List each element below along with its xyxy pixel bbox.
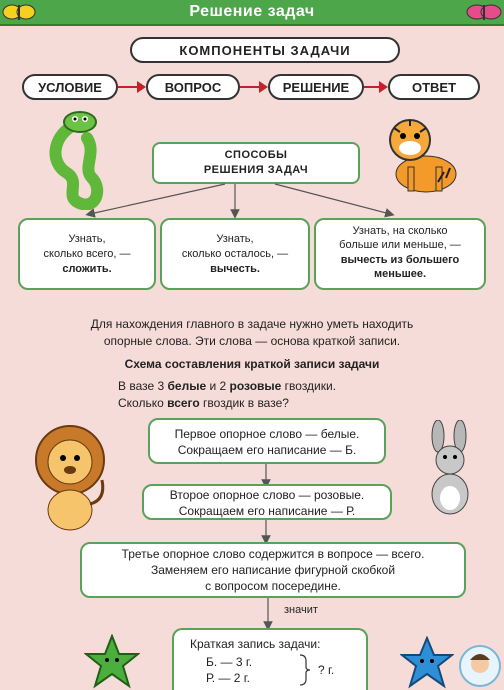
step-solution: РЕШЕНИЕ [268, 74, 364, 100]
step-question: ВОПРОС [146, 74, 240, 100]
means-label: значит [284, 604, 318, 616]
brace-icon [298, 654, 312, 686]
step-answer: ОТВЕТ [388, 74, 480, 100]
methods-title: СПОСОБЫ РЕШЕНИЯ ЗАДАЧ [152, 142, 360, 184]
intro-paragraph: Для нахождения главного в задаче нужно уметь находить опорные слова. Эти слова — основа краткой записи. [90, 317, 414, 349]
components-title: КОМПОНЕНТЫ ЗАДАЧИ [130, 37, 400, 63]
page-title: Решение задач [189, 3, 315, 20]
rabbit-icon [420, 420, 480, 516]
summary-question: ? г. [318, 663, 335, 678]
star-icon [400, 636, 454, 690]
step-box-first: Первое опорное слово — белые. Сокращаем его написание — Б. [148, 418, 386, 464]
lion-icon [28, 418, 112, 534]
step-condition: УСЛОВИЕ [22, 74, 118, 100]
task-text: В вазе 3 белые и 2 розовые гвоздики. Сколько всего гвоздик в вазе? [118, 379, 337, 411]
summary-box: Краткая запись задачи: Б. — 3 г. Р. — 2 г. ? г. [172, 628, 368, 690]
step-box-third: Третье опорное слово содержится в вопросе — всего. Заменяем его написание фигурной скобкой с вопросом посередине. [80, 542, 466, 598]
summary-row-pink: Р. — 2 г. [206, 671, 250, 686]
method-compare-box: Узнать, на сколько больше или меньше, — вычесть из большего меньшее. [314, 218, 486, 290]
avatar [458, 644, 502, 688]
method-subtract-box: Узнать, сколько осталось, — вычесть. [160, 218, 310, 290]
scheme-title: Схема составления краткой записи задачи [124, 357, 380, 371]
summary-row-white: Б. — 3 г. [206, 655, 253, 670]
method-add-box: Узнать, сколько всего, — сложить. [18, 218, 156, 290]
star-icon [84, 634, 140, 690]
step-box-second: Второе опорное слово — розовые. Сокращаем его написание — Р. [142, 484, 392, 520]
